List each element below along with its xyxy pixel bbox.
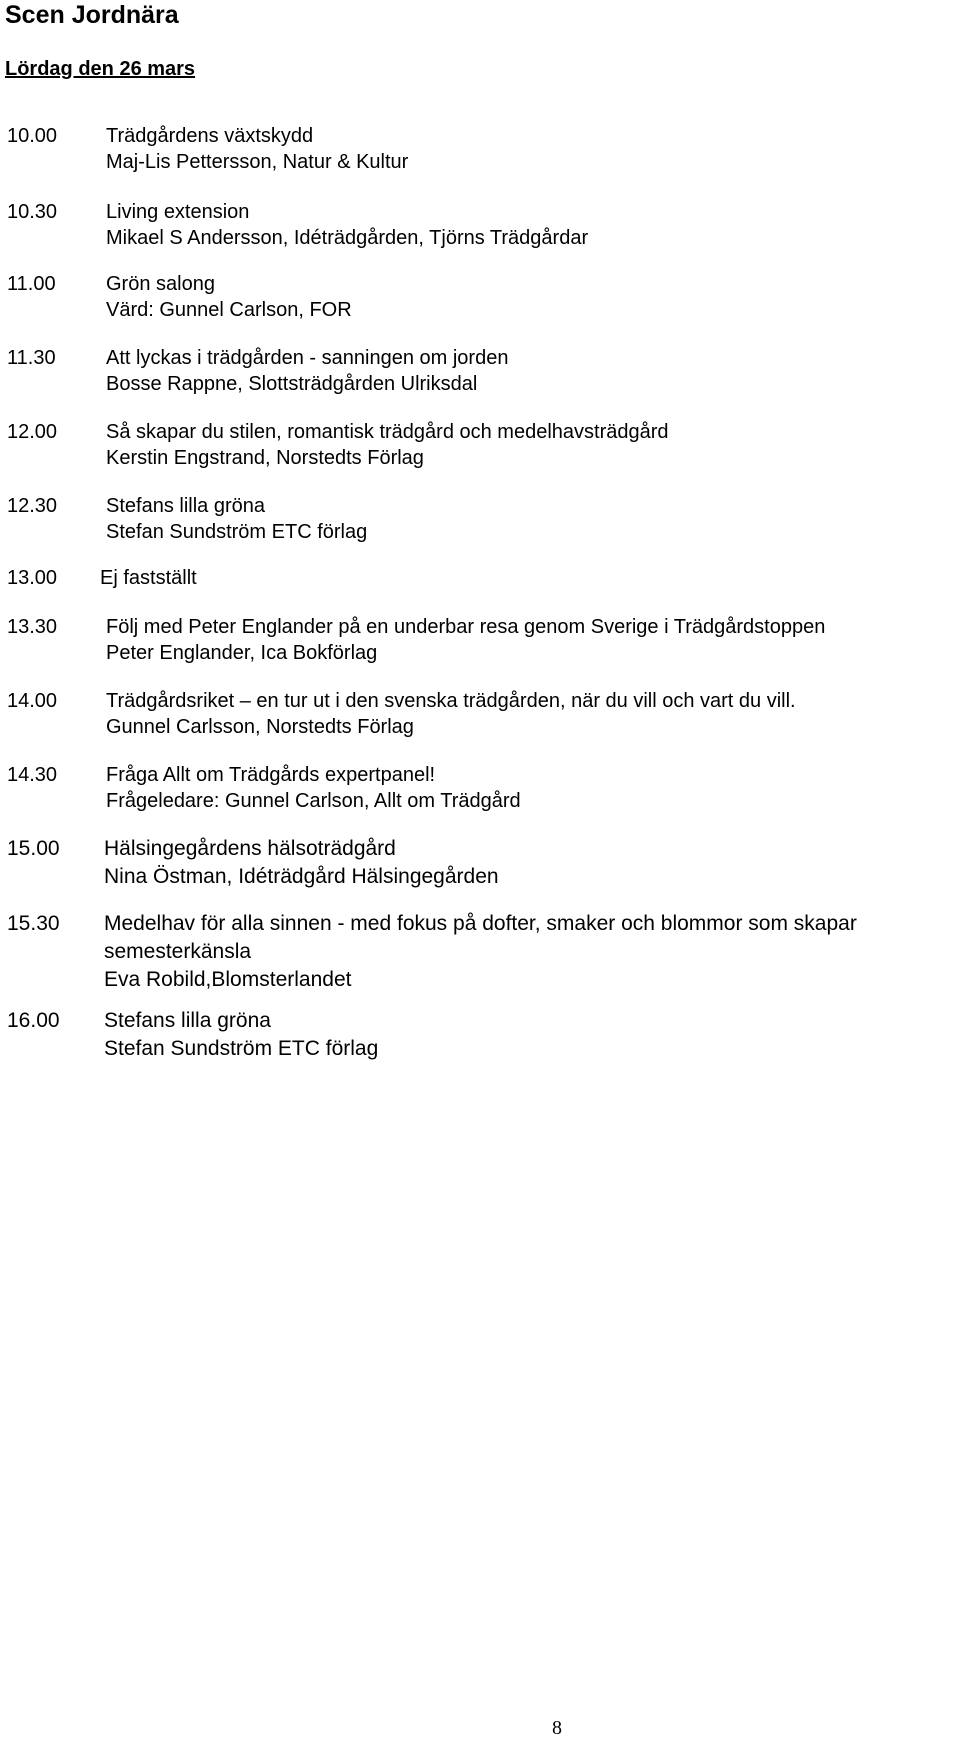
entry-title: Grön salong — [106, 273, 215, 295]
entry-time: 13.30 — [7, 616, 58, 638]
entry-title: Trädgårdens växtskydd — [106, 125, 314, 147]
entry-speaker: Peter Englander, Ica Bokförlag — [106, 641, 378, 664]
entry-title-continued: semesterkänsla — [104, 940, 252, 963]
entry-title: Living extension — [106, 201, 250, 223]
entry-speaker: Gunnel Carlsson, Norstedts Förlag — [106, 715, 414, 738]
entry-time: 16.00 — [7, 1009, 60, 1032]
entry-time: 15.00 — [7, 837, 60, 860]
entry-title: Medelhav för alla sinnen - med fokus på dofter, smaker och blommor som skapar — [104, 912, 857, 935]
entry-title: Hälsingegårdens hälsoträdgård — [104, 837, 396, 860]
entry-time: 10.30 — [7, 201, 58, 223]
entry-speaker: Kerstin Engstrand, Norstedts Förlag — [106, 446, 424, 469]
entry-time: 12.30 — [7, 495, 58, 517]
entry-time: 10.00 — [7, 125, 58, 147]
entry-time: 11.00 — [7, 273, 56, 295]
page-number: 8 — [552, 1717, 562, 1739]
entry-time: 11.30 — [7, 347, 56, 369]
entry-speaker: Bosse Rappne, Slottsträdgården Ulriksdal — [106, 372, 478, 395]
entry-speaker: Värd: Gunnel Carlson, FOR — [106, 298, 352, 321]
entry-title: Så skapar du stilen, romantisk trädgård och medelhavsträdgård — [106, 421, 669, 443]
entry-title: Följ med Peter Englander på en underbar resa genom Sverige i Trädgårdstoppen — [106, 616, 826, 638]
entry-speaker: Stefan Sundström ETC förlag — [106, 520, 368, 543]
entry-speaker: Nina Östman, Idéträdgård Hälsingegården — [104, 865, 499, 888]
entry-title: Ej fastställt — [100, 567, 197, 589]
entry-time: 14.00 — [7, 690, 58, 712]
entry-time: 15.30 — [7, 912, 60, 935]
entry-title: Att lyckas i trädgården - sanningen om jorden — [106, 347, 509, 369]
entry-speaker: Eva Robild,Blomsterlandet — [104, 968, 352, 991]
entry-speaker: Stefan Sundström ETC förlag — [104, 1037, 379, 1060]
entry-title: Stefans lilla gröna — [106, 495, 265, 517]
entry-speaker: Mikael S Andersson, Idéträdgården, Tjörns Trädgårdar — [106, 226, 589, 249]
entry-time: 13.00 — [7, 567, 58, 589]
entry-speaker: Maj-Lis Pettersson, Natur & Kultur — [106, 150, 409, 173]
entry-title: Trädgårdsriket – en tur ut i den svenska trädgården, när du vill och vart du vill. — [106, 690, 796, 712]
entry-title: Fråga Allt om Trädgårds expertpanel! — [106, 764, 436, 786]
date-heading: Lördag den 26 mars — [5, 58, 196, 80]
entry-time: 12.00 — [7, 421, 58, 443]
entry-time: 14.30 — [7, 764, 58, 786]
page-title: Scen Jordnära — [5, 1, 179, 29]
entry-speaker: Frågeledare: Gunnel Carlson, Allt om Trädgård — [106, 789, 521, 812]
entry-title: Stefans lilla gröna — [104, 1009, 271, 1032]
